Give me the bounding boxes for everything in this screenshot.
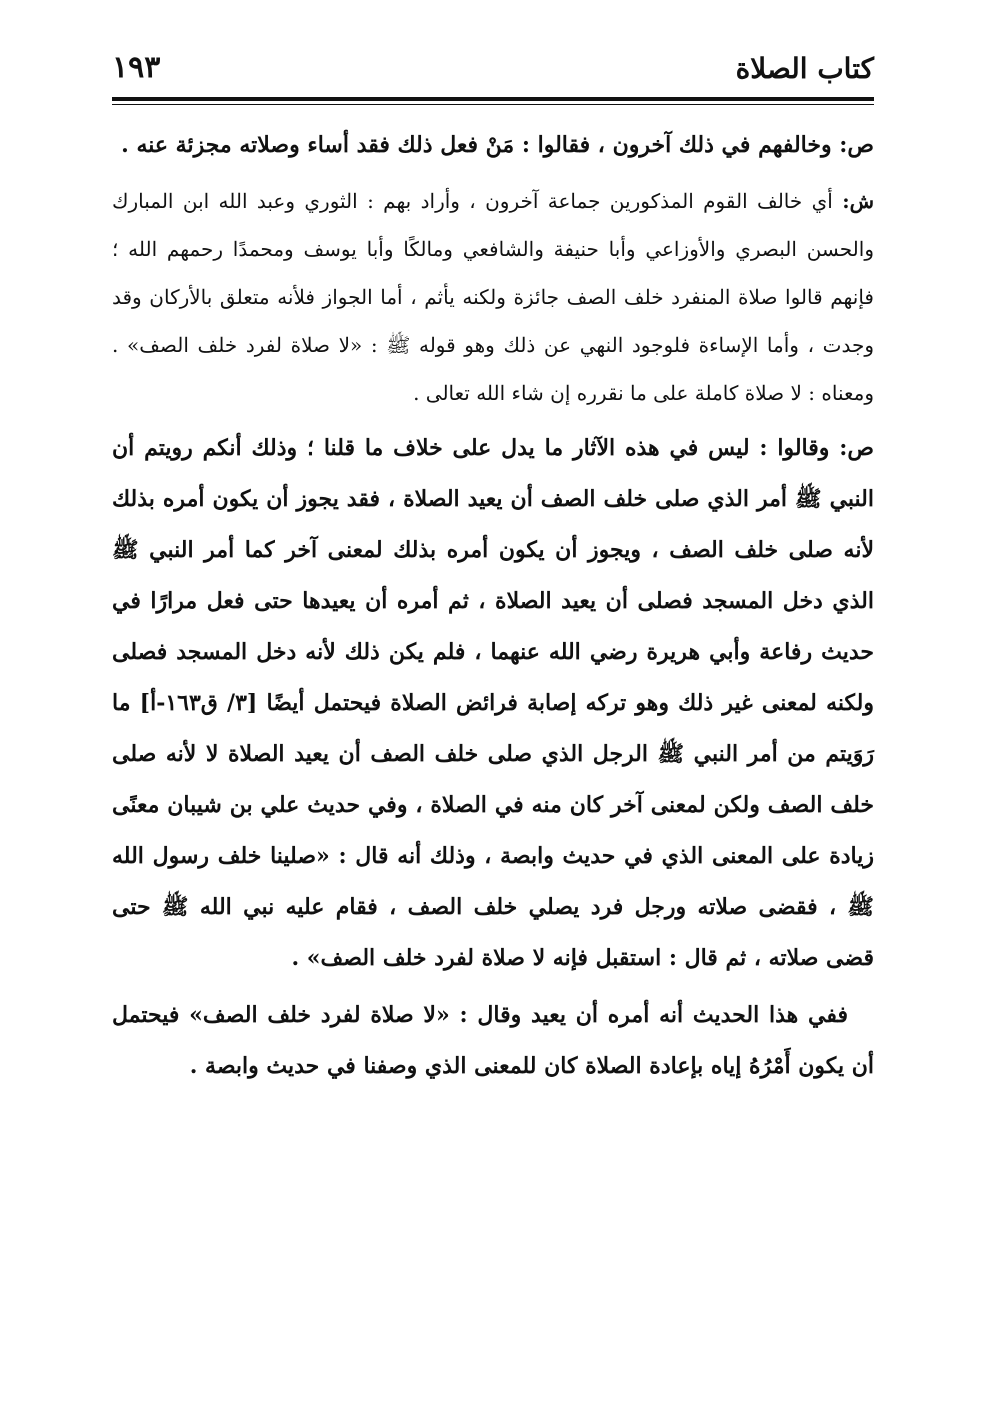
text-paragraph: [112, 990, 874, 1092]
paragraph-text: وخالفهم في ذلك آخرون ، فقالوا : مَنْ فعل ذلك فقد أساء وصلاته مجزئة عنه .: [121, 132, 832, 158]
book-title: كتاب الصلاة: [735, 52, 874, 85]
page-number: ١٩٣: [112, 50, 161, 85]
paragraph-marker: ص:: [839, 132, 874, 158]
paragraph-text: وقالوا : ليس في هذه الآثار ما يدل على خلاف ما قلنا ؛ وذلك أنكم رويتم أن النبي ﷺ أمر الذي صلى خلف الصف أن يعيد الصلاة ، فقد يجوز أن يكون أمره بذلك لأنه صلى خلف الصف ، ويجوز أن يكون أمره بذلك لمعنى آخر كما أمر النبي ﷺ الذي دخل المسجد فصلى أن يعيد الصلاة ، ثم أمره أن يعيدها حتى فعل مرارًا في حديث رفاعة وأبي هريرة رضي الله عنهما ، فلم يكن ذلك لأنه دخل المسجد فصلى ولكنه لمعنى غير ذلك وهو تركه إصابة فرائض الصلاة فيحتمل أيضًا [٣/ ق١٦٣-أ] ما رَوَيتم من أمر النبي ﷺ الرجل الذي صلى خلف الصف أن يعيد الصلاة لا لأنه صلى خلف الصف ولكن لمعنى آخر كان منه في الصلاة ، وفي حديث علي بن شيبان معنًى زيادة على المعنى الذي في حديث وابصة ، وذلك أنه قال : «صلينا خلف رسول الله ﷺ ، فقضى صلاته ورجل فرد يصلي خلف الصف ، فقام عليه نبي الله ﷺ حتى قضى صلاته ، ثم قال : استقبل فإنه لا صلاة لفرد خلف الصف» .: [112, 435, 874, 971]
text-paragraph: [112, 177, 874, 417]
page-body: [112, 120, 874, 1098]
page-header: [112, 52, 874, 96]
text-paragraph: [112, 120, 874, 171]
paragraph-text: ففي هذا الحديث أنه أمره أن يعيد وقال : «لا صلاة لفرد خلف الصف» فيحتمل أن يكون أَمْرُهُ إياه بإعادة الصلاة كان للمعنى الذي وصفنا في حديث وابصة .: [112, 1002, 874, 1079]
paragraph-text: أي خالف القوم المذكورين جماعة آخرون ، وأراد بهم : الثوري وعبد الله ابن المبارك والحسن البصري والأوزاعي وأبا حنيفة والشافعي ومالكًا وأبا يوسف ومحمدًا رحمهم الله ؛ فإنهم قالوا صلاة المنفرد خلف الصف جائزة ولكنه يأثم ، أما الجواز فلأنه متعلق بالأركان وقد وجدت ، وأما الإساءة فلوجود النهي عن ذلك وهو قوله ﷺ : «لا صلاة لفرد خلف الصف» . ومعناه : لا صلاة كاملة على ما نقرره إن شاء الله تعالى .: [112, 189, 874, 405]
text-paragraph: [112, 423, 874, 984]
header-rule-thick: [112, 97, 874, 101]
paragraph-marker: ش:: [842, 189, 874, 213]
paragraph-marker: ص:: [839, 435, 874, 461]
header-rule-thin: [112, 104, 874, 105]
